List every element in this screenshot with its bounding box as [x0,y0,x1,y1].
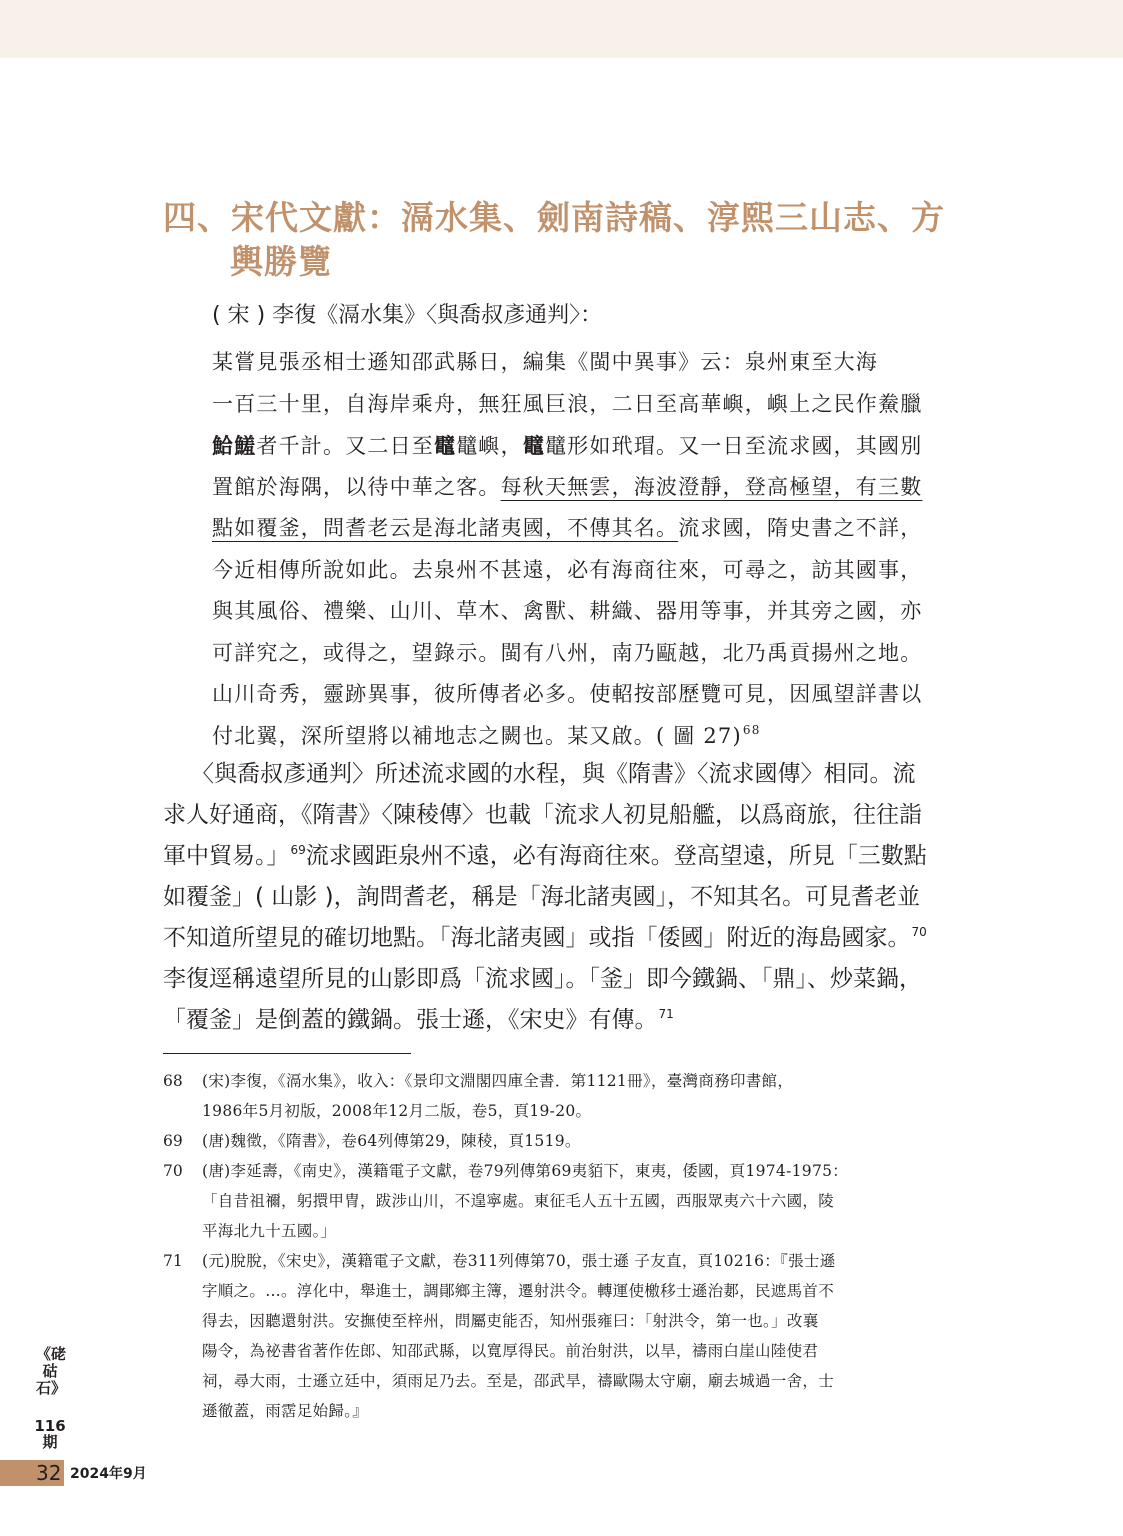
footnote-line: 陽令，為祕書省著作佐郎、知邵武縣，以寬厚得民。前治射洪，以旱，禱雨白崖山陸使君 [202,1342,819,1360]
footnote-ref-70[interactable]: 70 [911,925,927,939]
heading-line-2: 輿勝覽 [230,242,332,281]
footnotes [163,1066,963,1426]
footnote-line: (唐)李延壽，《南史》，漢籍電子文獻，卷79列傳第69夷貊下，東夷，倭國，頁1974-1975： [202,1162,849,1180]
body-text: 軍中貿易。」 [163,843,290,869]
footnote-number: 71 [163,1252,183,1270]
body-line: 求人好通商，《隋書》〈陳稜傳〉也載「流求人初見船艦，以爲商旅，往往詣 [163,802,922,828]
body-text: 「覆釜」是倒蓋的鐵鍋。張士遜，《宋史》有傳。 [163,1007,658,1033]
quote-text: 鼊形如玳瑁。又一日至流求國，其國別 [545,434,923,458]
body-line: 李復逕稱遠望所見的山影即爲「流求國」。「釜」即今鐵鍋、「鼎」、炒菜鍋， [163,966,922,992]
quote-bold-glyph: 鼊 [522,433,546,458]
quote-line: 可詳究之，或得之，望錄示。閩有八州，南乃甌越，北乃禹貢揚州之地。 [212,640,923,665]
footnote-number: 69 [163,1132,183,1150]
quote-text: 鼊嶼， [456,434,523,458]
footnote-line: 得去，因聽還射洪。安撫使至梓州，問屬吏能否，知州張雍曰：「射洪令，第一也。」改襄 [202,1312,819,1330]
footnote-divider [163,1053,411,1054]
body-line [163,918,963,959]
body-line: 〈與喬叔彥通判〉所述流求國的水程，與《隋書》〈流求國傳〉相同。流 [191,761,916,787]
body-paragraph [163,754,963,1041]
footnote-line: 1986年5月初版，2008年12月二版，卷5，頁19-20。 [202,1102,592,1120]
issue-number: 116期 [34,1417,66,1451]
footnote-line: (元)脫脫，《宋史》，漢籍電子文獻，卷311列傳第70，張士遜 子友直，頁10216：『張士遜 [202,1252,836,1270]
body-text: 流求國距泉州不遠，必有海商往來。登高望遠，所見「三數點 [305,843,927,869]
quote-text: 者千計。又二日至 [256,434,435,458]
footnote-line: (宋)李復，《滆水集》，收入：《景印文淵閣四庫全書．第1121冊》，臺灣商務印書館， [202,1072,794,1090]
quote-text: 付北翼，深所望將以補地志之闕也。某又啟。( 圖 27) [212,723,742,748]
quote-line [212,508,962,550]
issue-date: 2024年9月 [70,1466,147,1482]
quote-underlined-text: 點如覆釜，問耆老云是海北諸夷國，不傳其名。 [212,516,679,540]
footnote-line: 平海北九十五國。」 [202,1222,337,1240]
quote-underlined-text: 每秋天無雲，海波澄靜，登高極望，有三數 [500,474,923,499]
footnote-ref-68[interactable]: 68 [742,722,761,737]
footnote-68 [163,1066,963,1126]
quote-line: 與其風俗、禮樂、山川、草木、禽獸、耕織、器用等事，并其旁之國，亦 [212,599,923,623]
quote-line: 山川奇秀，靈跡異事，彼所傳者必多。使軺按部歷覽可見，因風望詳書以 [212,682,923,706]
quote-line: 某嘗見張丞相士遜知邵武縣日，編集《閩中異事》云：泉州東至大海 [212,350,878,374]
footnote-line: 遜徹蓋，雨霑足始歸。』 [202,1402,369,1420]
footnote-ref-71[interactable]: 71 [658,1007,674,1021]
footnote-line: 祠，尋大雨，士遜立廷中，須雨足乃去。至是，邵武旱，禱歐陽太守廟，廟去城過一舍，士 [202,1372,835,1390]
body-text: 不知道所望見的確切地點。「海北諸夷國」或指「倭國」附近的海島國家。 [163,925,911,951]
footnote-number: 68 [163,1072,183,1090]
journal-title-vertical: 《硓𥑮石》 [36,1345,67,1397]
footnote-number: 70 [163,1162,183,1180]
page-number: 32 [36,1461,62,1485]
quote-line: 一百三十里，自海岸乘舟，無狂風巨浪，二日至高華嶼，嶼上之民作鮝臘 [212,391,923,416]
quote-bold-glyph: 鮯鱃 [212,433,257,458]
body-line [163,1000,963,1041]
heading-line-1: 四、宋代文獻：滆水集、劍南詩稿、淳熙三山志、方 [163,198,945,237]
section-heading [163,196,963,284]
quote-line: 今近相傳所說如此。去泉州不甚遠，必有海商往來，可尋之，訪其國事， [212,557,923,582]
quote-intro: ( 宋 ) 李復《滆水集》〈與喬叔彥通判〉： [212,303,603,328]
footnote-ref-69[interactable]: 69 [290,843,306,857]
quote-line [212,467,962,509]
quoted-passage [212,342,962,757]
footnote-71 [163,1246,963,1426]
quote-bold-glyph: 鼊 [434,433,457,458]
body-line [163,836,963,877]
footnote-69 [163,1126,963,1156]
footnote-line: 字順之。…。淳化中，舉進士，調鄖鄉主簿，遷射洪令。轉運使檄移士遜治郪，民遮馬首不 [202,1282,835,1300]
top-header-band [0,0,1123,58]
quote-line [212,425,962,467]
body-line: 如覆釜」( 山影 )，詢問耆老，稱是「海北諸夷國」，不知其名。可見耆老並 [163,884,921,910]
footnote-line: (唐)魏徵，《隋書》，卷64列傳第29，陳稜，頁1519。 [202,1132,581,1150]
footnote-70 [163,1156,963,1246]
footnote-line: 「自昔祖禰，躬擐甲冑，跋涉山川，不遑寧處。東征毛人五十五國，西服眾夷六十六國，陵 [202,1192,835,1210]
quote-line [212,716,962,758]
quote-text: 置館於海隅，以待中華之客。 [212,474,501,499]
quote-text: 流求國，隋史書之不詳， [678,516,923,540]
